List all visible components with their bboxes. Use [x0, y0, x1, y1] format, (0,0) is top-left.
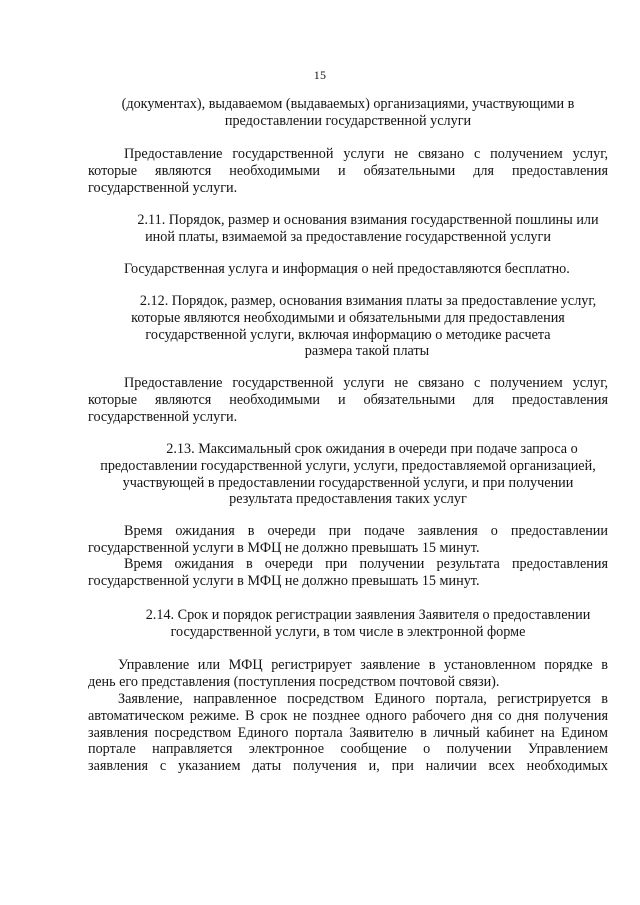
paragraph-line: автоматическом режиме. В срок не позднее одного рабочего дня со дня получения: [88, 707, 608, 724]
paragraph-no-related-services-2: [88, 375, 608, 425]
section-heading-2-14: [88, 607, 608, 641]
paragraph-wait-submit: [88, 523, 608, 557]
paragraph-line: Предоставление государственной услуги не связано с получением услуг,: [124, 146, 608, 162]
heading-line: (документах), выдаваемом (выдаваемых) организациями, участвующими в: [121, 96, 575, 112]
paragraph-portal-registration: [88, 691, 608, 775]
paragraph-line: государственной услуги в МФЦ не должно превышать 15 минут.: [88, 539, 480, 556]
section-heading-2-12: [88, 293, 608, 360]
paragraph-line: день его представления (поступления посредством почтовой связи).: [88, 673, 500, 690]
heading-line: участвующей в предоставлении государственной услуги, и при получении: [122, 474, 574, 491]
paragraph-line: заявления посредством Единого портала Заявителю в личный кабинет на Едином: [88, 724, 608, 741]
paragraph-no-related-services: [88, 146, 608, 196]
paragraph-line: Управление или МФЦ регистрирует заявление в установленном порядке в: [118, 657, 608, 673]
heading-line: размера такой платы: [304, 343, 430, 360]
heading-line: предоставлении государственной услуги: [224, 112, 472, 129]
section-heading-2-11: [88, 212, 608, 246]
heading-line: 2.12. Порядок, размер, основания взимания платы за предоставление услуг,: [139, 293, 597, 309]
paragraph-line: портале направляется электронное сообщение о получении Управлением: [88, 741, 608, 758]
heading-line: иной платы, взимаемой за предоставление государственной услуги: [145, 228, 551, 245]
page-number: 15: [313, 68, 327, 82]
heading-line: результата предоставления таких услуг: [229, 491, 467, 508]
heading-line: 2.13. Максимальный срок ожидания в очереди при подаче запроса о: [166, 441, 578, 457]
section-heading-2-13: [88, 441, 608, 508]
paragraph-line: Государственная услуга и информация о ней предоставляются бесплатно.: [124, 261, 570, 277]
heading-line: государственной услуги, включая информацию о методике расчета: [145, 326, 551, 343]
heading-line: которые являются необходимыми и обязательными для предоставления: [131, 309, 565, 326]
paragraph-line: государственной услуги.: [88, 408, 238, 425]
heading-continuation: [88, 96, 608, 130]
paragraph-line: Предоставление государственной услуги не связано с получением услуг,: [124, 375, 608, 391]
heading-line: 2.14. Срок и порядок регистрации заявления Заявителя о предоставлении: [145, 607, 591, 623]
heading-line: 2.11. Порядок, размер и основания взимания государственной пошлины или: [137, 212, 599, 228]
paragraph-free-of-charge: [124, 261, 608, 278]
heading-line: предоставлении государственной услуги, услуги, предоставляемой организацией,: [100, 457, 596, 474]
paragraph-line: которые являются необходимыми и обязательными для предоставления: [88, 391, 608, 408]
paragraph-line: Заявление, направленное посредством Единого портала, регистрируется в: [118, 691, 608, 707]
paragraph-registration: [88, 657, 608, 691]
paragraph-line: Время ожидания в очереди при подаче заявления о предоставлении: [124, 523, 608, 539]
paragraph-line: заявления с указанием даты получения и, при наличии всех необходимых: [88, 758, 608, 775]
paragraph-line: государственной услуги.: [88, 179, 238, 196]
paragraph-wait-result: [88, 556, 608, 590]
paragraph-line: которые являются необходимыми и обязательными для предоставления: [88, 162, 608, 179]
paragraph-line: Время ожидания в очереди при получении результата предоставления: [124, 556, 608, 572]
paragraph-line: государственной услуги в МФЦ не должно превышать 15 минут.: [88, 572, 480, 589]
heading-line: государственной услуги, в том числе в электронной форме: [170, 623, 526, 640]
